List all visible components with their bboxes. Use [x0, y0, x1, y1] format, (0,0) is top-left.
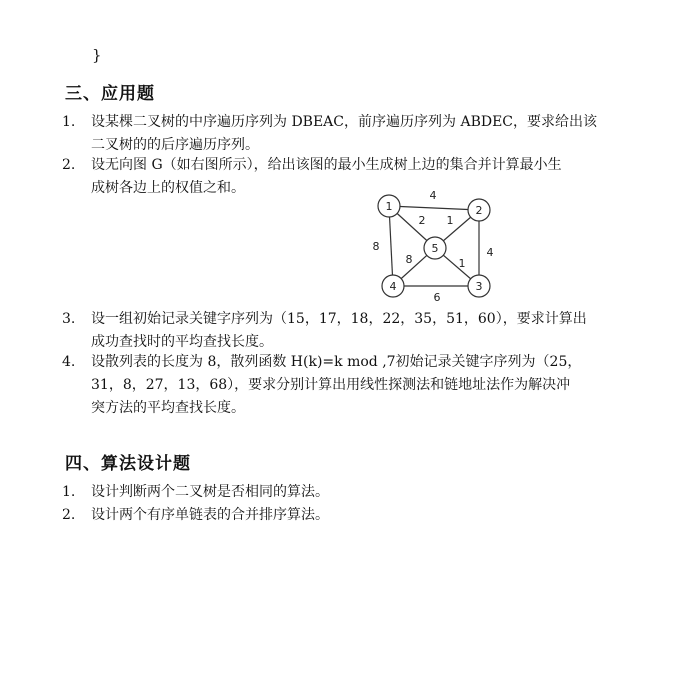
edge-1-4 — [389, 206, 393, 286]
question-text-line: 31，8，27，13，68），要求分别计算出用线性探测法和链地址法作为解决冲 — [91, 377, 571, 393]
question-text-line: 成功查找时的平均查找长度。 — [91, 334, 273, 350]
edge-weight-2-5: 1 — [446, 214, 454, 227]
edge-weight-1-5: 2 — [418, 214, 426, 227]
section-3-title: 三、应用题 — [65, 84, 155, 104]
question-text-line: 设一组初始记录关键字序列为（15，17，18，22，35，51，60），要求计算出 — [91, 311, 587, 327]
question-number: 4. — [62, 354, 76, 370]
node-label-5: 5 — [431, 242, 439, 255]
edge-weight-1-2: 4 — [429, 189, 437, 202]
edge-1-2 — [389, 206, 479, 210]
question-number: 2. — [62, 157, 76, 173]
undirected-graph-g — [362, 186, 502, 304]
question-text-line: 设某棵二叉树的中序遍历序列为 DBEAC，前序遍历序列为 ABDEC，要求给出该 — [91, 114, 598, 130]
question-number: 1. — [62, 114, 76, 130]
question-number: 2. — [62, 507, 76, 523]
edge-weight-5-3: 1 — [458, 257, 466, 270]
code-closing-brace: } — [92, 46, 102, 64]
question-number: 3. — [62, 311, 76, 327]
section-4-title: 四、算法设计题 — [65, 454, 191, 474]
node-label-3: 3 — [475, 280, 483, 293]
node-label-4: 4 — [389, 280, 397, 293]
edge-weight-1-4: 8 — [372, 240, 380, 253]
question-text-line: 设计判断两个二叉树是否相同的算法。 — [91, 484, 329, 500]
edge-weight-4-5: 8 — [405, 253, 413, 266]
question-text-line: 成树各边上的权值之和。 — [91, 180, 245, 196]
edge-weight-2-3: 4 — [486, 246, 494, 259]
question-number: 1. — [62, 484, 76, 500]
node-label-2: 2 — [475, 204, 483, 217]
question-text-line: 二叉树的的后序遍历序列。 — [91, 137, 259, 153]
question-text-line: 突方法的平均查找长度。 — [91, 400, 245, 416]
question-text-line: 设计两个有序单链表的合并排序算法。 — [91, 507, 329, 523]
node-label-1: 1 — [385, 200, 393, 213]
question-text-line: 设散列表的长度为 8，散列函数 H(k)=k mod ,7初始记录关键字序列为（25， — [91, 354, 582, 370]
edge-weight-4-3: 6 — [433, 291, 441, 304]
question-text-line: 设无向图 G（如右图所示），给出该图的最小生成树上边的集合并计算最小生 — [91, 157, 562, 173]
graph-svg — [362, 186, 502, 304]
